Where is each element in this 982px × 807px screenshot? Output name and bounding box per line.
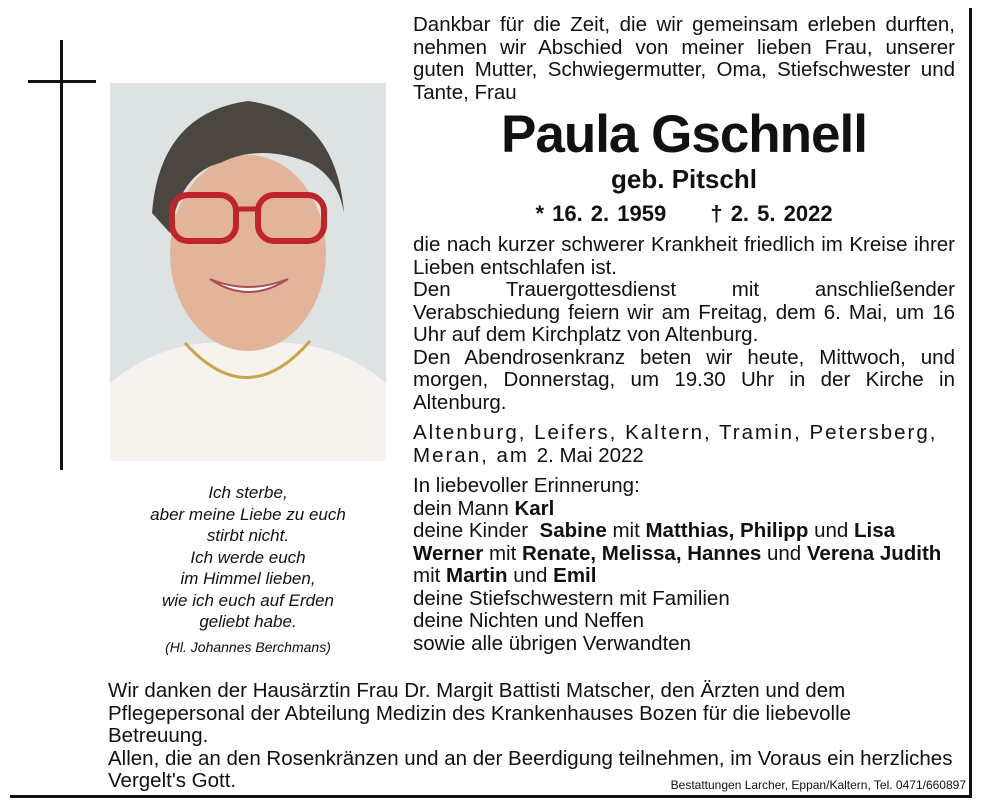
portrait-photo <box>110 83 386 461</box>
quote-line: im Himmel lieben, <box>180 569 316 588</box>
mourners-list <box>413 475 955 655</box>
place-date: 2. Mai 2022 <box>536 443 644 467</box>
thanks-medical: Wir danken der Hausärztin Frau Dr. Margit Battisti Matscher, den Ärzten und dem Pflegepersonal der Abteilung Medizin des Krankenhauses Bozen für die liebevolle Betreuung. <box>108 679 852 747</box>
intro-text: Dankbar für die Zeit, die wir gemeinsam erleben durften, nehmen wir Abschied von meiner lieben Frau, unserer guten Mutter, Schwiegermutter, Oma, Stiefschwester und Tante, Frau <box>413 13 955 104</box>
text-rosary: Den Abendrosenkranz beten wir heute, Mittwoch, und morgen, Donnerstag, um 19.30 Uhr in der Kirche in Altenburg. <box>413 345 955 414</box>
quote-line: Ich sterbe, <box>208 483 288 502</box>
mourner-children: deine Kinder Sabine mit Matthias, Philipp und Lisa Werner mit Renate, Melissa, Hannes und Verena Judith mit Martin und Emil <box>413 519 942 587</box>
life-dates <box>413 200 955 228</box>
quote-line: Ich werde euch <box>190 547 306 567</box>
quote-line: wie ich euch auf Erden <box>162 590 334 610</box>
mourner-husband: dein Mann Karl <box>413 496 555 520</box>
quote-line: aber meine Liebe zu euch <box>150 504 346 524</box>
places-date <box>413 422 955 467</box>
cross-icon-horizontal <box>28 80 96 83</box>
mourner-stepsisters: deine Stiefschwestern mit Familien <box>413 586 730 610</box>
places: Altenburg, Leifers, Kaltern, Tramin, Petersberg, Meran, am <box>413 421 938 467</box>
quote-attribution: (Hl. Johannes Berchmans) <box>165 638 331 655</box>
cross-icon-vertical <box>60 40 63 470</box>
thanks-block <box>108 680 956 793</box>
undertaker-contact: Bestattungen Larcher, Eppan/Kaltern, Tel. 0471/660897 <box>670 778 966 792</box>
birth-name: geb. Pitschl <box>611 164 757 194</box>
text-passing: die nach kurzer schwerer Krankheit friedlich im Kreise ihrer Lieben entschlafen ist. <box>413 233 955 279</box>
deceased-name: Paula Gschnell <box>501 105 867 164</box>
mourner-relatives: sowie alle übrigen Verwandten <box>413 631 692 655</box>
mourners-intro: In liebevoller Erinnerung: <box>413 474 640 497</box>
text-service: Den Trauergottesdienst mit anschließender Verabschiedung feiern wir am Freitag, dem 6. Mai, um 16 Uhr auf dem Kirchplatz von Altenburg. <box>413 278 955 346</box>
quote-line: stirbt nicht. <box>206 526 290 545</box>
birth-date: * 16. 2. 1959 <box>535 201 667 226</box>
thanks-attendees: Allen, die an den Rosenkränzen und an der Beerdigung teilnehmen, im Voraus ein herzliches Vergelt's Gott. <box>108 746 953 792</box>
mourner-nieces: deine Nichten und Neffen <box>413 609 644 632</box>
quote-block <box>110 482 386 658</box>
death-date: † 2. 5. 2022 <box>710 201 833 226</box>
quote-line: geliebt habe. <box>199 612 297 631</box>
notice-text-column <box>413 14 955 655</box>
